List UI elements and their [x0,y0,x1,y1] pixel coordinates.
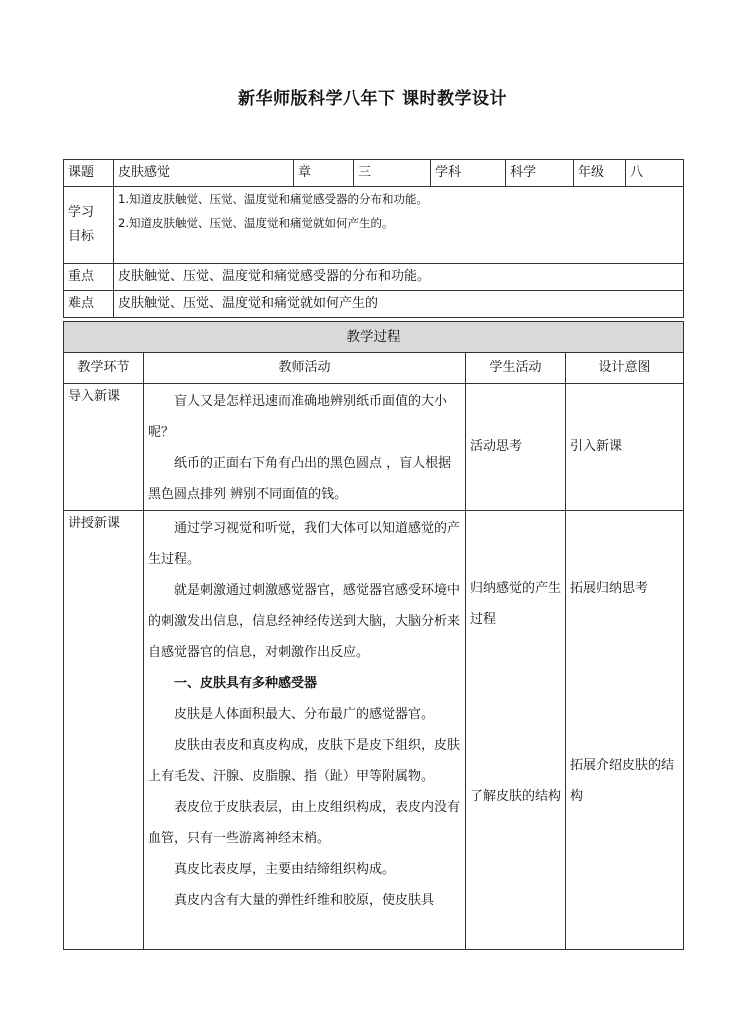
goal-item: 2.知道皮肤触觉、压觉、温度觉和痛觉就如何产生的。 [118,216,394,230]
key-label: 重点 [64,264,114,291]
lecture-teacher-para: 真皮比表皮厚，主要由结缔组织构成。 [174,862,396,877]
intro-student: 活动思考 [466,384,566,511]
lecture-teacher-para: 就是刺激通过刺激感觉器官，感觉器官感受环境中的刺激发出信息，信息经神经传送到大脑，大脑分析来自感觉器官的信息，对刺激作出反应。 [148,583,461,660]
lecture-teacher-para: 通过学习视觉和听觉，我们大体可以知道感觉的产生过程。 [148,521,461,567]
lecture-row [64,511,684,950]
lecture-student-2: 了解皮肤的结构 [470,789,562,804]
goals-label-line-1: 学习 [68,205,95,220]
key-row [64,264,684,291]
lesson-row [64,160,684,187]
lecture-teacher-para: 表皮位于皮肤表层，由上皮组织构成，表皮内没有血管，只有一些游离神经末梢。 [148,800,461,846]
goal-item: 1.知道皮肤触觉、压觉、温度觉和痛觉感受器的分布和功能。 [118,192,428,206]
lesson-label: 课题 [64,160,114,187]
difficult-value: 皮肤触觉、压觉、温度觉和痛觉就如何产生的 [114,291,684,318]
subject-value: 科学 [506,160,574,187]
header-intent: 设计意图 [566,353,684,384]
header-teacher: 教师活动 [144,353,466,384]
page-title: 新华师版科学八年下 课时教学设计 [238,89,507,109]
lecture-intent-1: 拓展归纳思考 [570,581,649,596]
lecture-teacher-para: 皮肤由表皮和真皮构成，皮肤下是皮下组织，皮肤上有毛发、汗腺、皮脂腺、指（趾）甲等附属物。 [148,738,461,784]
lecture-teacher-para: 皮肤是人体面积最大、分布最广的感觉器官。 [174,707,435,722]
lecture-student-1: 归纳感觉的产生过程 [470,581,562,627]
intro-teacher [144,384,466,511]
difficult-row [64,291,684,318]
difficult-label: 难点 [64,291,114,318]
intro-intent: 引入新课 [566,384,684,511]
key-value: 皮肤触觉、压觉、温度觉和痛觉感受器的分布和功能。 [114,264,684,291]
lecture-subheading: 一、皮肤具有多种感受器 [174,676,318,691]
process-section-title: 教学过程 [64,322,684,353]
process-section-row [64,322,684,353]
lesson-info-table [63,159,684,318]
lecture-stage: 讲授新课 [64,511,144,950]
header-student: 学生活动 [466,353,566,384]
lecture-teacher [144,511,466,950]
goals-row [64,187,684,264]
lecture-intent-2: 拓展介绍皮肤的结构 [570,758,675,804]
grade-label: 年级 [574,160,626,187]
subject-label: 学科 [431,160,506,187]
intro-stage: 导入新课 [64,384,144,511]
intro-teacher-para: 纸币的正面右下角有凸出的黑色圆点 ，盲人根据黑色圆点排列 辨别不同面值的钱。 [148,456,452,502]
intro-teacher-para: 盲人又是怎样迅速而准确地辨别纸币面值的大小呢？ [148,394,448,440]
lesson-value: 皮肤感觉 [114,160,294,187]
goals-label [64,187,114,264]
intro-row [64,384,684,511]
lecture-student [466,511,566,950]
chapter-label: 章 [294,160,354,187]
goals-label-line-2: 目标 [68,229,95,244]
grade-value: 八 [626,160,684,187]
lecture-intent [566,511,684,950]
goals-value [114,187,684,264]
lecture-teacher-para: 真皮内含有大量的弹性纤维和胶原，使皮肤具 [174,893,435,908]
process-table [63,321,684,950]
process-header-row [64,353,684,384]
header-stage: 教学环节 [64,353,144,384]
chapter-value: 三 [354,160,431,187]
